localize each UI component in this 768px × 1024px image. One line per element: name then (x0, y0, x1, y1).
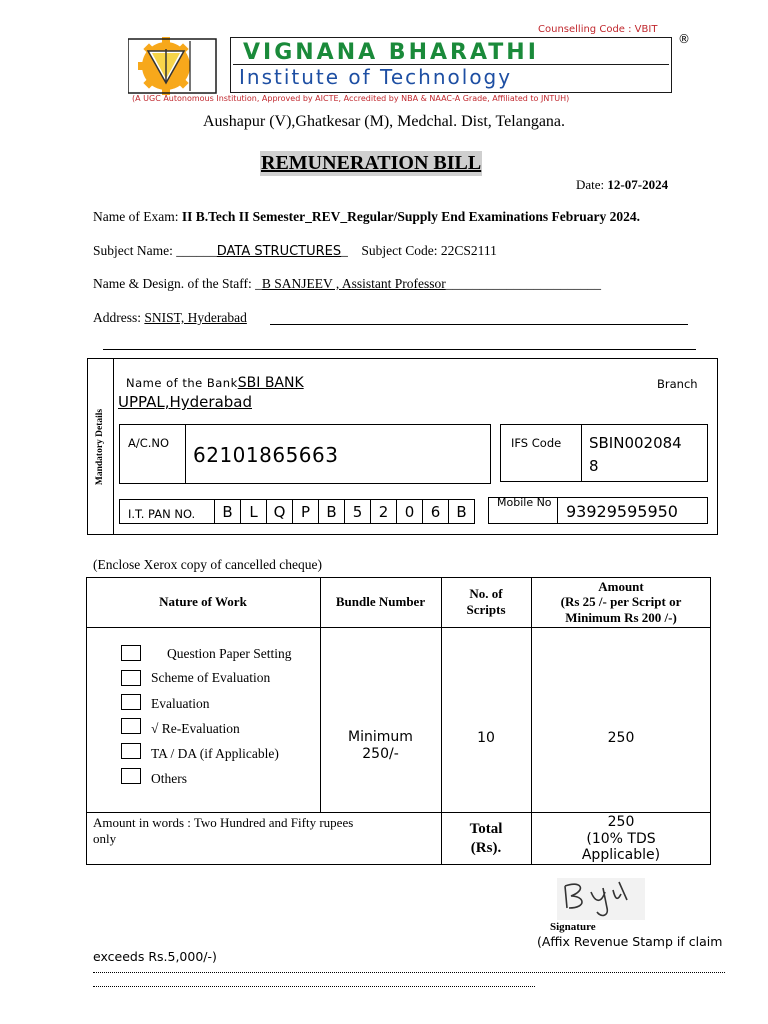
signature-scribble-icon (557, 878, 645, 920)
work-checkbox-ta-da[interactable] (121, 743, 141, 759)
exam-field (93, 209, 640, 225)
institute-logo (128, 37, 218, 95)
work-item-others: Others (151, 771, 187, 786)
staff-value: B SANJEEV , Assistant Professor (261, 276, 446, 291)
branch-label: Branch (657, 377, 698, 391)
staff-field: Name & Design. of the Staff: _B SANJEEV , Assistant Professor_______________________ (93, 276, 601, 291)
header-nature-of-work: Nature of Work (159, 594, 247, 609)
branch-value: UPPAL,Hyderabad (118, 393, 252, 411)
subject-name-value: DATA STRUCTURES (216, 244, 342, 259)
work-checkbox-others[interactable] (121, 768, 141, 784)
bank-name-row (126, 375, 304, 391)
counselling-code: Counselling Code : VBIT (538, 24, 658, 35)
date-label: Date: (576, 177, 608, 192)
revenue-stamp-note-cont: exceeds Rs.5,000/-) (93, 949, 217, 964)
bundle-number-value: Minimum 250/- (348, 729, 413, 762)
amount-in-words: Amount in words : Two Hundred and Fifty rupees only (93, 815, 354, 846)
pan-char: 0 (396, 499, 422, 524)
pan-char: B (448, 499, 474, 524)
pan-char: 2 (370, 499, 396, 524)
acno-label: A/C.NO (128, 436, 170, 450)
staff-label: Name & Design. of the Staff: (93, 276, 256, 291)
work-checkbox-re-evaluation[interactable] (121, 718, 141, 734)
ifs-label: IFS Code (511, 436, 562, 450)
header-bundle-number: Bundle Number (335, 594, 426, 609)
work-item-scheme: Scheme of Evaluation (151, 670, 271, 685)
ifs-value-line2: 8 (589, 457, 599, 475)
exam-label: Name of Exam: (93, 209, 182, 224)
dotted-line-1 (93, 972, 725, 973)
signature-image (557, 878, 645, 920)
ifs-value-line1: SBIN002084 (589, 434, 682, 452)
subject-code-value: 22CS2111 (440, 243, 497, 258)
work-checkbox-scheme[interactable] (121, 670, 141, 686)
bank-name-value: SBI BANK (237, 375, 304, 391)
accreditation-line: (A UGC Autonomous Institution, Approved by AICTE, Accredited by NBA & NAAC-A Grade, Affiliated to JNTUH) (132, 94, 570, 103)
work-checkbox-question-paper[interactable] (121, 645, 141, 661)
bill-title: REMUNERATION BILL (261, 152, 482, 174)
institute-name-box (230, 37, 672, 93)
address-value: SNIST, Hyderabad (144, 310, 247, 325)
subject-field: Subject Name: ______DATA STRUCTURES_ Subject Code: 22CS2111 (93, 243, 497, 259)
exam-value: II B.Tech II Semester_REV_Regular/Supply End Examinations February 2024. (181, 209, 641, 224)
bill-date (576, 177, 668, 193)
scripts-value: 10 (477, 730, 495, 746)
mandatory-details-label: Mandatory Details (95, 408, 105, 486)
institute-address: Aushapur (V),Ghatkesar (M), Medchal. Dist, Telangana. (202, 113, 566, 130)
pan-char: L (240, 499, 266, 524)
dotted-line-2 (93, 986, 535, 987)
pan-char: B (214, 499, 240, 524)
subject-label: Subject Name: (93, 243, 177, 258)
work-item-evaluation: Evaluation (151, 696, 210, 711)
amount-value: 250 (607, 730, 635, 746)
work-item-ta-da: TA / DA (if Applicable) (151, 746, 279, 761)
work-item-question-paper: Question Paper Setting (167, 646, 292, 661)
mobile-label: Mobile No (497, 496, 552, 509)
work-item-re-evaluation: √ Re-Evaluation (151, 721, 240, 736)
institute-subtitle: Institute of Technology (239, 65, 513, 89)
revenue-stamp-note: (Affix Revenue Stamp if claim (537, 934, 723, 949)
subject-code-label: Subject Code: (361, 243, 441, 258)
total-label: Total (Rs). (469, 821, 503, 856)
header-no-of-scripts: No. of Scripts (466, 586, 506, 617)
pan-char: B (318, 499, 344, 524)
registered-mark: ® (678, 32, 690, 46)
total-amount: 250 (10% TDS Applicable) (581, 814, 661, 864)
ifs-value (589, 432, 682, 478)
mobile-value: 93929595950 (566, 502, 678, 521)
pan-char: Q (266, 499, 292, 524)
pan-char: P (292, 499, 318, 524)
pan-char: 6 (422, 499, 448, 524)
institute-name: VIGNANA BHARATHI (243, 40, 539, 65)
pan-chars (214, 499, 474, 524)
enclose-note: (Enclose Xerox copy of cancelled cheque) (93, 557, 323, 572)
signature-label: Signature (550, 921, 596, 933)
acno-value: 62101865663 (193, 443, 339, 467)
pan-label: I.T. PAN NO. (128, 507, 196, 521)
address-label: Address: (93, 310, 145, 325)
header-amount: Amount (Rs 25 /- per Script or Minimum Rs 200 /-) (560, 578, 682, 625)
address-field (93, 310, 247, 326)
pan-char: 5 (344, 499, 370, 524)
date-value: 12-07-2024 (607, 177, 669, 192)
work-checkbox-evaluation[interactable] (121, 694, 141, 710)
address-extra-line (103, 349, 696, 350)
gear-logo-icon (128, 37, 218, 95)
bank-name-label: Name of the Bank (126, 376, 238, 390)
